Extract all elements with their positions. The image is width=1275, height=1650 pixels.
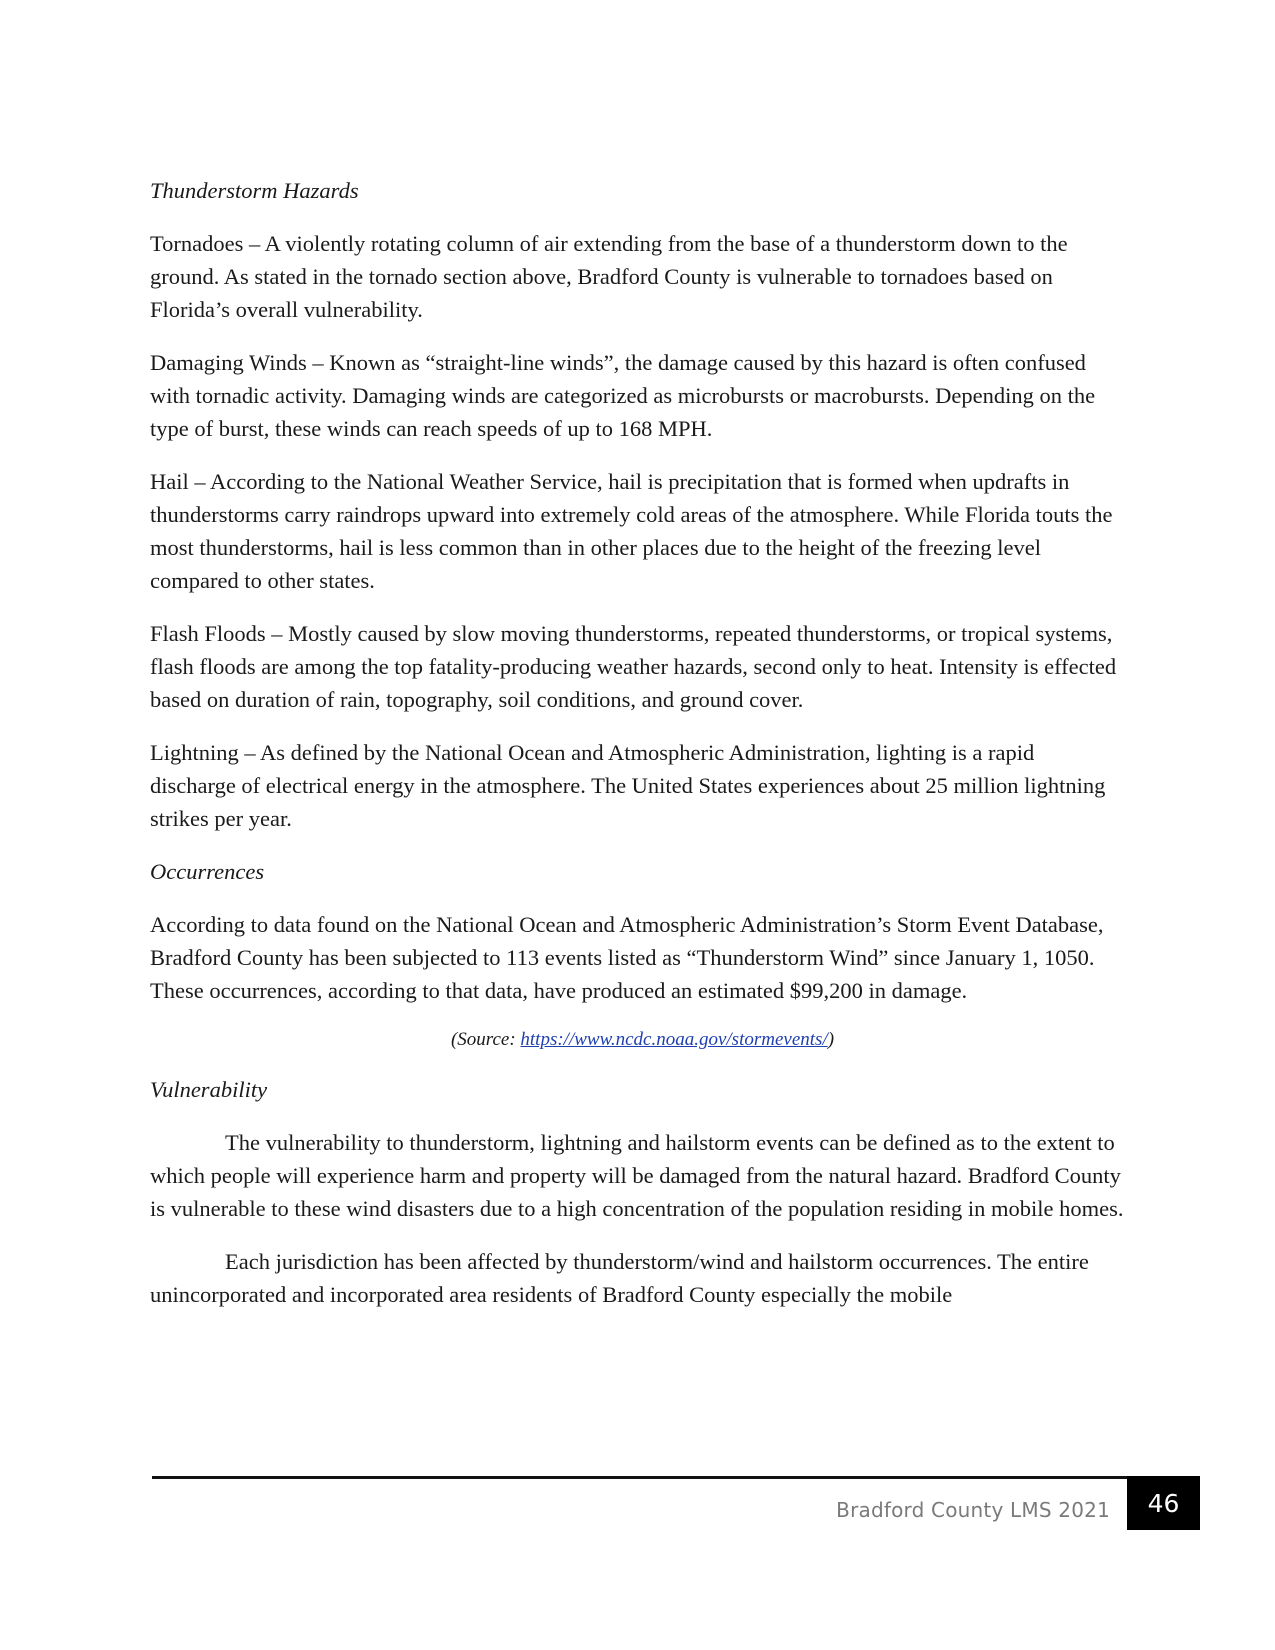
footer-divider xyxy=(152,1476,1199,1479)
source-citation xyxy=(150,1027,1125,1053)
document-body xyxy=(150,174,1125,1331)
heading-thunderstorm-hazards: Thunderstorm Hazards xyxy=(150,178,359,203)
paragraph-lightning: Lightning – As defined by the National Ocean and Atmospheric Administration, lighting is a rapid discharge of electrical energy in the atmosphere. The United States experiences about 25 million lightning strikes per year. xyxy=(150,740,1106,831)
heading-occurrences: Occurrences xyxy=(150,859,265,884)
paragraph-occurrences: According to data found on the National Ocean and Atmospheric Administration’s Storm Event Database, Bradford County has been subjected to 113 events listed as “Thunderstorm Wind” since January 1, 1050. These occurrences, according to that data, have produced an estimated $99,200 in damage. xyxy=(150,912,1104,1003)
source-link[interactable]: https://www.ncdc.noaa.gov/stormevents/ xyxy=(520,1029,828,1050)
source-suffix: ) xyxy=(827,1029,835,1050)
paragraph-vulnerability-2: Each jurisdiction has been affected by thunderstorm/wind and hailstorm occurrences. The entire unincorporated and incorporated area residents of Bradford County especially the mobile xyxy=(150,1249,1089,1307)
paragraph-flash-floods: Flash Floods – Mostly caused by slow moving thunderstorms, repeated thunderstorms, or tropical systems, flash floods are among the top fatality-producing weather hazards, second only to heat. Intensity is effected based on duration of rain, topography, soil conditions, and ground cover. xyxy=(150,621,1117,712)
paragraph-hail: Hail – According to the National Weather Service, hail is precipitation that is formed when updrafts in thunderstorms carry raindrops upward into extremely cold areas of the atmosphere. While Florida touts the most thunderstorms, hail is less common than in other places due to the height of the freezing level compared to other states. xyxy=(150,469,1113,593)
page-number: 46 xyxy=(1127,1476,1200,1530)
paragraph-damaging-winds: Damaging Winds – Known as “straight-line winds”, the damage caused by this hazard is often confused with tornadic activity. Damaging winds are categorized as microbursts or macrobursts. Depending on the type of burst, these winds can reach speeds of up to 168 MPH. xyxy=(150,350,1096,441)
paragraph-vulnerability-1: The vulnerability to thunderstorm, lightning and hailstorm events can be defined as to the extent to which people will experience harm and property will be damaged from the natural hazard. Bradford County is vulnerable to these wind disasters due to a high concentration of the population residing in mobile homes. xyxy=(150,1130,1124,1221)
source-prefix: (Source: xyxy=(450,1029,521,1050)
paragraph-tornadoes: Tornadoes – A violently rotating column of air extending from the base of a thunderstorm down to the ground. As stated in the tornado section above, Bradford County is vulnerable to tornadoes based on Florida’s overall vulnerability. xyxy=(150,231,1068,322)
footer-doc-title: Bradford County LMS 2021 xyxy=(836,1498,1110,1522)
heading-vulnerability: Vulnerability xyxy=(150,1077,268,1102)
